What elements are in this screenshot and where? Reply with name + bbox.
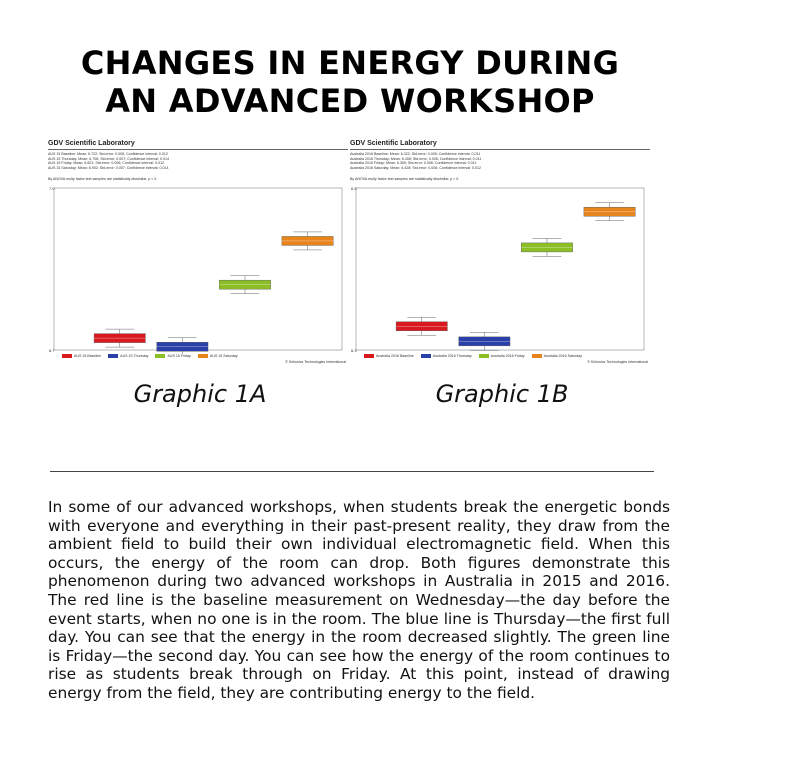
- copyright-note: © Kirlionics Technologies International: [285, 360, 346, 364]
- body-paragraph: In some of our advanced workshops, when students break the energetic bonds with everyone and everything in their past-present reality, they draw from the ambient field to build their own individual electromagnetic field. When this occurs, the energy of the room can drop. Both figures demonstrate this phenomenon during two advanced workshops in Australia in 2015 and 2016. The red line is the baseline measurement on Wednesday—the day before the event starts, when no one is in the room. The blue line is Thursday—the first full day. You can see that the energy in the room decreased slightly. The green line is Friday—the second day. You can see how the energy of the room continues to rise as students break through on Friday. At this point, instead of drawing energy from the field, they are contributing energy to the field.: [48, 498, 670, 702]
- stats-line: AUS 15 Saturday: Mean: 6.902; Std.error: 0.007; Confidence interval: 0.014: [48, 165, 169, 170]
- lab-title: GDV Scientific Laboratory: [48, 140, 135, 147]
- plot-frame: [54, 188, 342, 350]
- box-chart-1b: [350, 184, 650, 354]
- stats-line: AUS 15 Baseline: Mean: 6.722; Std.error: 0.008; Confidence interval: 0.012: [48, 152, 168, 156]
- graphic-1b-panel: [350, 140, 650, 372]
- y-tick-top: 7.0: [49, 186, 55, 191]
- lab-title-rule: [48, 149, 348, 150]
- stats-line: Australia 2016 Saturday: Mean: 6.428; Std.error: 0.006; Confidence interval: 0.012: [350, 165, 482, 170]
- section-divider: [50, 471, 654, 472]
- stats-line: Australia 2016 Friday: Mean: 6.395; Std.error: 0.006; Confidence interval: 0.011: [350, 161, 477, 166]
- legend-swatch: [479, 354, 489, 358]
- stats-block: [48, 152, 169, 170]
- anova-note: By ANOVA multy factor test samples are statistically dissimilar, p < 0.: [350, 177, 460, 181]
- stats-line: AUS 15 Friday: Mean: 6.821; Std.error: 0.006; Confidence interval: 0.012: [48, 161, 165, 166]
- legend-swatch: [155, 354, 165, 358]
- chart-legend: [56, 354, 238, 358]
- anova-note: By ANOVA multy factor test samples are statistically dissimilar, p < 0.: [48, 177, 158, 181]
- stats-line: Australia 2016 Baseline: Mean: 6.322; Std.error: 0.005; Confidence interval: 0.011: [350, 152, 481, 156]
- legend-label: Australia 2016 Saturday: [543, 354, 582, 358]
- legend-label: AUS 15 Saturday: [209, 354, 238, 358]
- stats-block: [350, 152, 481, 170]
- legend-swatch: [62, 354, 72, 358]
- title-line-2: AN ADVANCED WORKSHOP: [105, 82, 595, 120]
- legend-label: Australia 2016 Friday: [490, 354, 525, 358]
- legend-label: Australia 2016 Thursday: [432, 354, 472, 358]
- y-tick-bottom: 6.7: [49, 348, 55, 353]
- lab-title: GDV Scientific Laboratory: [350, 140, 437, 147]
- caption-graphic-1a: Graphic 1A: [133, 380, 267, 408]
- legend-swatch: [532, 354, 542, 358]
- legend-swatch: [198, 354, 208, 358]
- legend-swatch: [108, 354, 118, 358]
- lab-title-rule: [350, 149, 650, 150]
- legend-swatch: [421, 354, 431, 358]
- stats-line: AUS 15 Thursday: Mean: 6.706; Std.error: 0.007; Confidence interval: 0.014: [48, 156, 169, 161]
- y-tick-top: 6.5: [351, 186, 357, 191]
- chart-legend: [358, 354, 582, 358]
- page-title: [0, 44, 700, 120]
- legend-label: AUS 15 Thursday: [120, 354, 149, 358]
- caption-graphic-1b: Graphic 1B: [435, 380, 569, 408]
- copyright-note: © Kirlionics Technologies International: [587, 360, 648, 364]
- legend-label: AUS 15 Baseline: [74, 354, 102, 358]
- stats-line: Australia 2016 Thursday: Mean: 6.308; Std.error: 0.006; Confidence interval: 0.011: [350, 156, 482, 161]
- legend-label: AUS 15 Friday: [167, 354, 191, 358]
- legend-label: Australia 2016 Baseline: [376, 354, 414, 358]
- graphic-1a-panel: [48, 140, 348, 372]
- y-tick-bottom: 6.3: [351, 348, 357, 353]
- box-chart-1a: [48, 184, 348, 354]
- legend-swatch: [364, 354, 374, 358]
- title-line-1: CHANGES IN ENERGY DURING: [80, 44, 620, 82]
